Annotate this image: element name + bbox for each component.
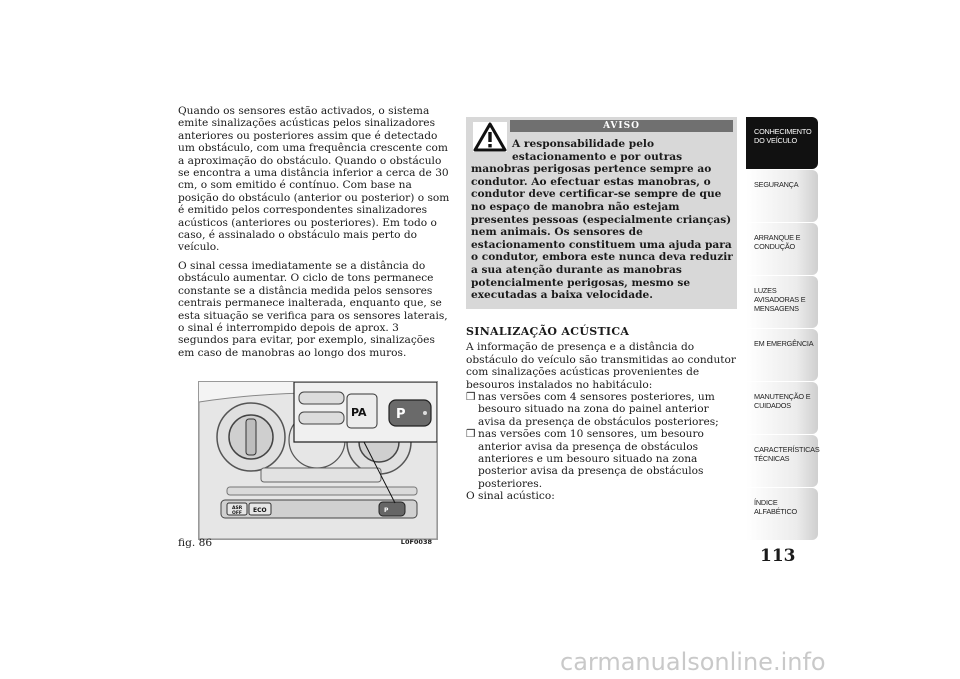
figure-code: L0F0038 — [400, 538, 432, 546]
closing-line: O sinal acústico: — [466, 490, 555, 503]
tab-seguranca[interactable]: SEGURANÇA — [746, 170, 818, 222]
list-item: ❒ nas versões com 10 sensores, um besouro anterior avisa da presença de obstáculos anteriores e um besouro situado na zona posterior avisa da presença de obstáculos posteriores. — [466, 428, 704, 490]
left-column — [178, 105, 450, 365]
asr-label: ASR — [232, 506, 243, 511]
warning-title: AVISO — [510, 120, 733, 132]
tab-arranque[interactable]: ARRANQUE E CONDUÇÃO — [746, 223, 818, 275]
parking-button-label: P — [396, 407, 406, 422]
bullet-list — [466, 391, 738, 490]
warning-text — [471, 138, 734, 302]
figure-caption: fig. 86 — [178, 537, 213, 549]
warning-text-rest: manobras perigosas pertence sempre ao condutor. Ao efectuar estas manobras, o condutor deve certificar-se sempre de que no espaço de manobra não estejam presentes pessoas (especialmente crianças) nem animais. Os sensores de estacionamento constituem uma ajuda para o condutor, embora este nunca deva reduzir a sua atenção durante as manobras potencialmente perigosas, mesmo se executadas a baixa velocidade. — [471, 163, 733, 302]
tab-conhecimento[interactable]: CONHECIMENTO DO VEÍCULO — [746, 117, 818, 169]
dashboard-figure — [198, 381, 438, 540]
warning-box — [466, 117, 737, 309]
page-number: 113 — [760, 546, 796, 566]
tab-caracteristicas[interactable]: CARACTERÍSTICAS TÉCNICAS — [746, 435, 818, 487]
watermark: carmanualsonline.info — [560, 648, 826, 676]
tab-indice[interactable]: ÍNDICE ALFABÉTICO — [746, 488, 818, 540]
right-column — [466, 326, 738, 503]
dashboard-illustration — [199, 382, 437, 539]
parking-button-small-label: P — [384, 507, 389, 514]
chapter-sidebar — [746, 117, 818, 541]
svg-text:PA: PA — [351, 406, 367, 419]
paragraph-sensors-active: Quando os sensores estão activados, o sistema emite sinalizações acústicas pelos sinalizadores anteriores ou posteriores assim que é detectado um obstáculo, com uma frequência crescente com a aproximação do obstáculo. Quando o obstáculo se encontra a uma distância inferior a cerca de 30 cm, o som emitido é contínuo. Com base na posição do obstáculo (anterior ou posterior) o som é emitido pelos correspondentes sinalizadores acústicos (anteriores ou posteriores). Em todo o caso, é assinalado o obstáculo mais perto do veículo. — [178, 105, 450, 254]
tab-luzes[interactable]: LUZES AVISADORAS E MENSAGENS — [746, 276, 818, 328]
tab-manutencao[interactable]: MANUTENÇÃO E CUIDADOS — [746, 382, 818, 434]
paragraph-signal-stops: O sinal cessa imediatamente se a distância do obstáculo aumentar. O ciclo de tons permanece constante se a distância medida pelos sensores centrais permanece inalterada, enquanto que, se esta situação se verifica para os sensores laterais, o sinal é interrompido depois de aprox. 3 segundos para evitar, por exemplo, sinalizações em caso de manobras ao longo dos muros. — [178, 259, 448, 359]
intro-paragraph: A informação de presença e a distância do obstáculo do veículo são transmitidas ao condutor com sinalizações acústicas provenientes de besouros instalados no habitáculo: — [466, 341, 736, 391]
tab-emergencia[interactable]: EM EMERGÊNCIA — [746, 329, 818, 381]
off-label: OFF — [232, 511, 242, 516]
eco-label: ECO — [253, 507, 267, 514]
warning-text-first: A responsabilidade pelo estacionamento e por outras — [512, 138, 683, 163]
checkbox-bullet-icon: ❒ — [466, 428, 476, 441]
checkbox-bullet-icon: ❒ — [466, 391, 476, 404]
section-heading: SINALIZAÇÃO ACÚSTICA — [466, 325, 630, 338]
figure-caption-row — [178, 537, 432, 549]
list-item: ❒ nas versões com 4 sensores posteriores, um besouro situado na zona do painel anterior avisa da presença de obstáculos posteriores; — [466, 391, 719, 428]
